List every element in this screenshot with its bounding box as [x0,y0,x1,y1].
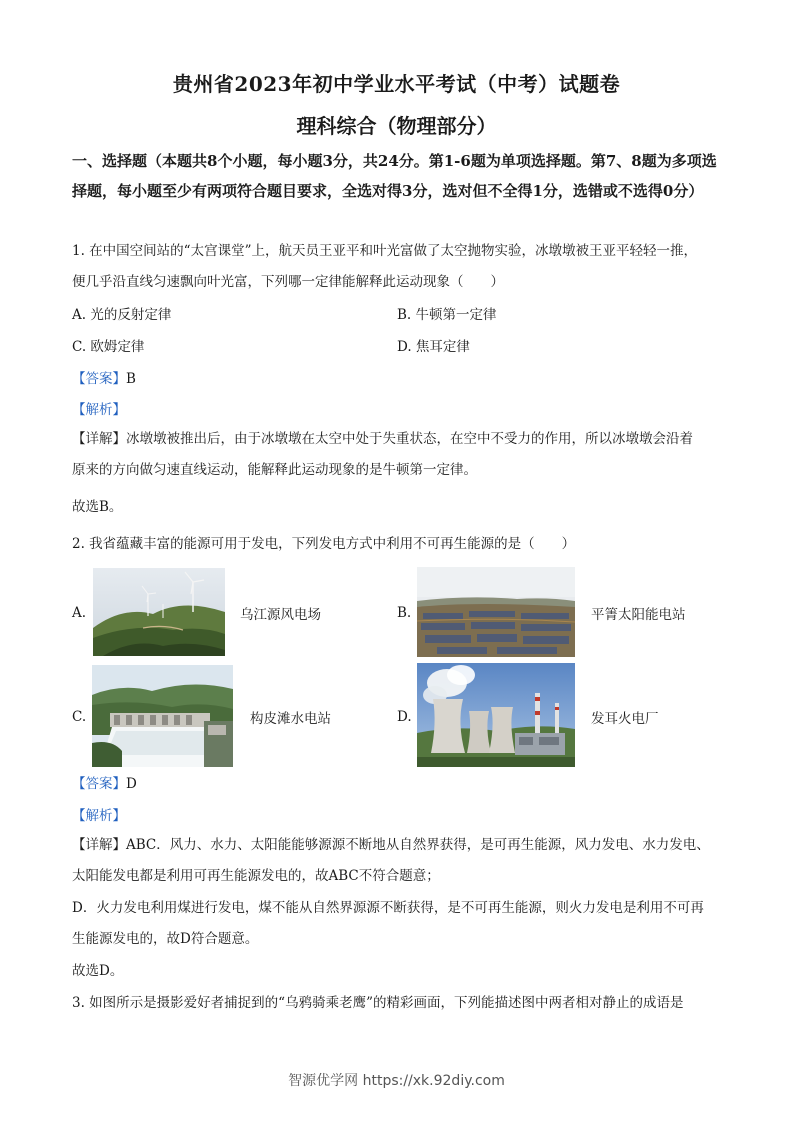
solar-station-photo [417,567,575,657]
q3-stem: 3. 如图所示是摄影爱好者捕捉到的“乌鸦骑乘老鹰”的精彩画面，下列能描述图中两者相对静止的成语是 [72,995,684,1011]
q2-option-a-letter: A. [72,605,87,621]
wind-farm-photo [93,568,225,656]
analysis-tag: 【解析】 [72,808,126,824]
q2-option-b-caption: 平箐太阳能电站 [591,607,686,623]
q1-answer [72,369,136,389]
q2-answer [72,774,137,794]
q1-analysis-tag [72,400,126,420]
section-1-heading: 一、选择题（本题共8个小题，每小题3分，共24分。第1-6题为单项选择题。第7、8题为多项选择题，每小题至少有两项符合题目要求，全选对得3分，选对但不全得1分，选错或不选得0分） [72,152,717,200]
q1-conclusion: 故选B。 [72,499,123,515]
q2-detail-line2: 太阳能发电都是利用可再生能源发电的，故ABC不符合题意； [72,868,440,884]
q1-stem-line2: 便几乎沿直线匀速飘向叶光富，下列哪一定律能解释此运动现象（ ） [72,274,504,290]
q2-detail-line4: 生能源发电的，故D符合题意。 [72,931,259,947]
q2-option-b-letter: B. [397,605,412,621]
analysis-tag: 【解析】 [72,402,126,418]
q2-stem: 2. 我省蕴藏丰富的能源可用于发电，下列发电方式中利用不可再生能源的是（ ） [72,536,576,552]
q1-option-c: C. 欧姆定律 [72,339,145,355]
hydro-station-photo [92,665,233,767]
footer-watermark[interactable]: 智源优学网 https://xk.92diy.com [288,1073,505,1089]
q1-detail-line2: 原来的方向做匀速直线运动，能解释此运动现象的是牛顿第一定律。 [72,462,477,478]
detail-tag: 【详解】 [72,837,126,853]
answer-tag: 【答案】 [72,776,126,792]
detail-text: 冰墩墩被推出后，由于冰墩墩在太空中处于失重状态，在空中不受力的作用，所以冰墩墩会沿着 [126,431,693,447]
answer-tag: 【答案】 [72,371,126,387]
detail-text: ABC．风力、水力、太阳能能够源源不断地从自然界获得，是可再生能源，风力发电、水力发电、 [126,837,710,853]
q2-option-d-letter: D. [397,709,412,725]
q1-option-b: B. 牛顿第一定律 [397,307,497,323]
thermal-plant-photo [417,663,575,767]
q2-option-c-caption: 构皮滩水电站 [250,711,331,727]
answer-value: B [126,371,136,387]
detail-tag: 【详解】 [72,431,126,447]
q1-stem-line1: 1. 在中国空间站的“太宫课堂”上，航天员王亚平和叶光富做了太空抛物实验，冰墩墩被王亚平轻轻一推， [72,243,697,259]
q2-detail-line1 [72,831,727,860]
q2-conclusion: 故选D。 [72,963,124,979]
q1-option-a: A. 光的反射定律 [72,307,172,323]
q2-option-d-caption: 发耳火电厂 [591,711,659,727]
exam-subtitle: 理科综合（物理部分） [296,114,497,138]
answer-value: D [126,776,137,792]
q2-analysis-tag [72,806,126,826]
q2-detail-line3: D．火力发电利用煤进行发电，煤不能从自然界源源不断获得，是不可再生能源，则火力发电是利用不可再 [72,900,704,916]
q1-option-d: D. 焦耳定律 [397,339,470,355]
q2-option-c-letter: C. [72,709,87,725]
q1-detail-line1 [72,425,727,454]
exam-title: 贵州省2023年初中学业水平考试（中考）试题卷 [172,72,621,96]
q2-option-a-caption: 乌江源风电场 [240,607,321,623]
